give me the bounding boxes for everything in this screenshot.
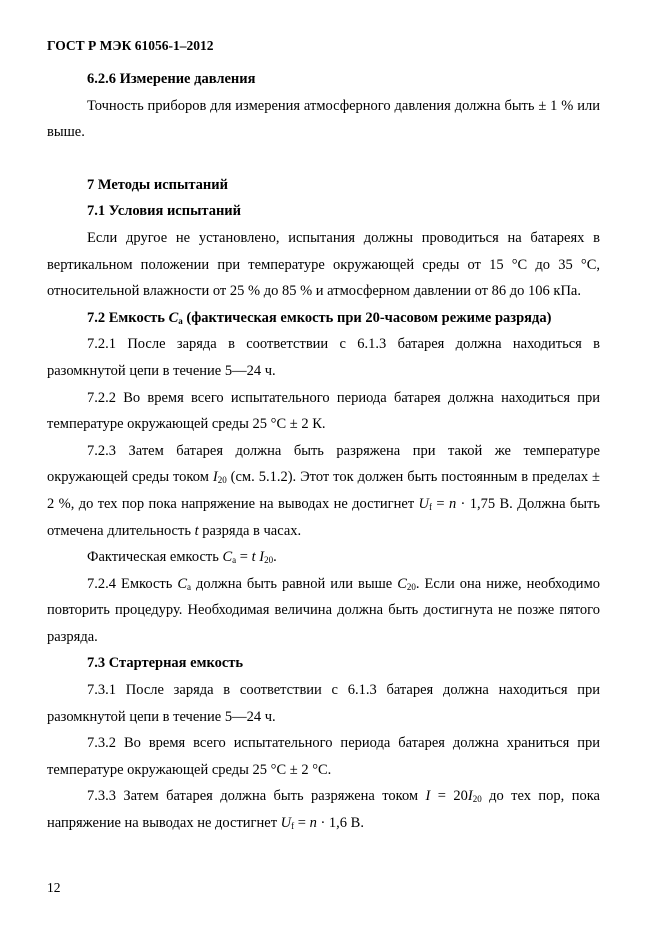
capacity-subscript: a bbox=[187, 581, 192, 592]
voltage-subscript: f bbox=[291, 821, 295, 832]
paragraph-7-3-1: 7.3.1 После заряда в соответствии с 6.1.3 батарея должна находиться при разомкнутой цепи в течение 5—24 ч. bbox=[47, 682, 600, 725]
text-run: должна быть равной или выше bbox=[191, 575, 398, 592]
paragraph-7-2-3 bbox=[47, 438, 600, 544]
n-symbol: n bbox=[309, 815, 317, 832]
current-symbol: I bbox=[467, 788, 473, 805]
text-run: . Если она ниже, необходимо повторить процедуру. Необходимая величина должна быть достигнута не позже пятого разряда. bbox=[47, 575, 600, 645]
text-run: до тех пор, пока напряжение на выводах не достигнет bbox=[47, 788, 600, 832]
text-run: = bbox=[236, 549, 252, 566]
section-7-1-paragraph: Если другое не установлено, испытания должны проводиться на батареях в вертикальном положении при температуре окружающей среды от 15 °С до 35 °С, относительной влажности от 25 % до 85 % и атмосферном давлении от 86 до 106 кПа. bbox=[47, 229, 600, 300]
text-run: (см. 5.1.2). Этот ток должен быть постоянным в пределах ± 2 %, до тех пор пока напряжение на выводах не достигнет bbox=[47, 469, 600, 512]
document-header: ГОСТ Р МЭК 61056-1–2012 bbox=[47, 38, 214, 53]
t-symbol: t bbox=[194, 522, 199, 539]
text-run: . bbox=[273, 549, 277, 566]
page-content bbox=[47, 66, 600, 837]
capacity-symbol: C bbox=[168, 309, 179, 326]
formula-rhs: t I bbox=[251, 549, 265, 566]
paragraph-7-2-2: 7.2.2 Во время всего испытательного периода батарея должна находиться при температуре окружающей среды 25 °С ± 2 К. bbox=[47, 389, 600, 433]
voltage-subscript: f bbox=[429, 501, 433, 512]
formula-actual-capacity bbox=[47, 544, 600, 571]
capacity-symbol: C bbox=[222, 549, 233, 566]
current-symbol: I bbox=[425, 788, 431, 805]
text-run: · 1,75 В. Должна быть отмечена длительность bbox=[47, 495, 601, 539]
spacer bbox=[47, 146, 600, 172]
capacity-subscript: 20 bbox=[406, 581, 416, 592]
n-symbol: n bbox=[448, 495, 457, 512]
section-7-title: 7 Методы испытаний bbox=[87, 176, 228, 193]
text-run: Фактическая емкость bbox=[87, 549, 223, 566]
current-subscript: 20 bbox=[472, 794, 482, 805]
text-run: = 20 bbox=[430, 788, 468, 805]
text-run: 7.2.3 Затем батарея должна быть разряжена при такой же температуре окружающей среды током bbox=[47, 442, 600, 486]
current-symbol: I bbox=[212, 469, 218, 486]
voltage-symbol: U bbox=[418, 495, 430, 512]
page-number: 12 bbox=[47, 880, 61, 895]
section-7-1-title: 7.1 Условия испытаний bbox=[87, 203, 242, 220]
title-prefix: 7.2 Емкость bbox=[87, 309, 169, 326]
current-subscript: 20 bbox=[217, 475, 227, 486]
capacity-symbol: C bbox=[177, 575, 188, 592]
paragraph-7-3-2: 7.3.2 Во время всего испытательного периода батарея должна храниться при температуре окружающей среды 25 °С ± 2 °С. bbox=[47, 735, 600, 778]
capacity-subscript: a bbox=[232, 555, 237, 566]
text-run: 7.2.4 Емкость bbox=[87, 575, 178, 592]
current-subscript: 20 bbox=[264, 555, 274, 566]
text-run: · 1,6 В. bbox=[316, 815, 364, 832]
section-6-2-6-title: 6.2.6 Измерение давления bbox=[87, 71, 256, 87]
capacity-subscript: a bbox=[178, 315, 183, 326]
paragraph-7-2-4 bbox=[47, 571, 600, 651]
section-7-2-title bbox=[47, 305, 600, 332]
capacity-symbol: C bbox=[397, 575, 407, 592]
text-run: = bbox=[294, 815, 310, 832]
paragraph-7-3-3 bbox=[47, 783, 600, 836]
paragraph-7-2-1: 7.2.1 После заряда в соответствии с 6.1.3 батарея должна находиться в разомкнутой цепи в течение 5—24 ч. bbox=[47, 336, 600, 379]
section-7-3-title: 7.3 Стартерная емкость bbox=[87, 655, 244, 672]
voltage-symbol: U bbox=[280, 815, 292, 832]
text-run: разряда в часах. bbox=[198, 522, 302, 539]
text-run: = bbox=[432, 495, 449, 512]
section-6-2-6-paragraph: Точность приборов для измерения атмосферного давления должна быть ± 1 % или выше. bbox=[47, 97, 600, 141]
title-suffix: (фактическая емкость при 20-часовом режиме разряда) bbox=[182, 309, 552, 326]
text-run: 7.3.3 Затем батарея должна быть разряжена током bbox=[87, 788, 426, 805]
